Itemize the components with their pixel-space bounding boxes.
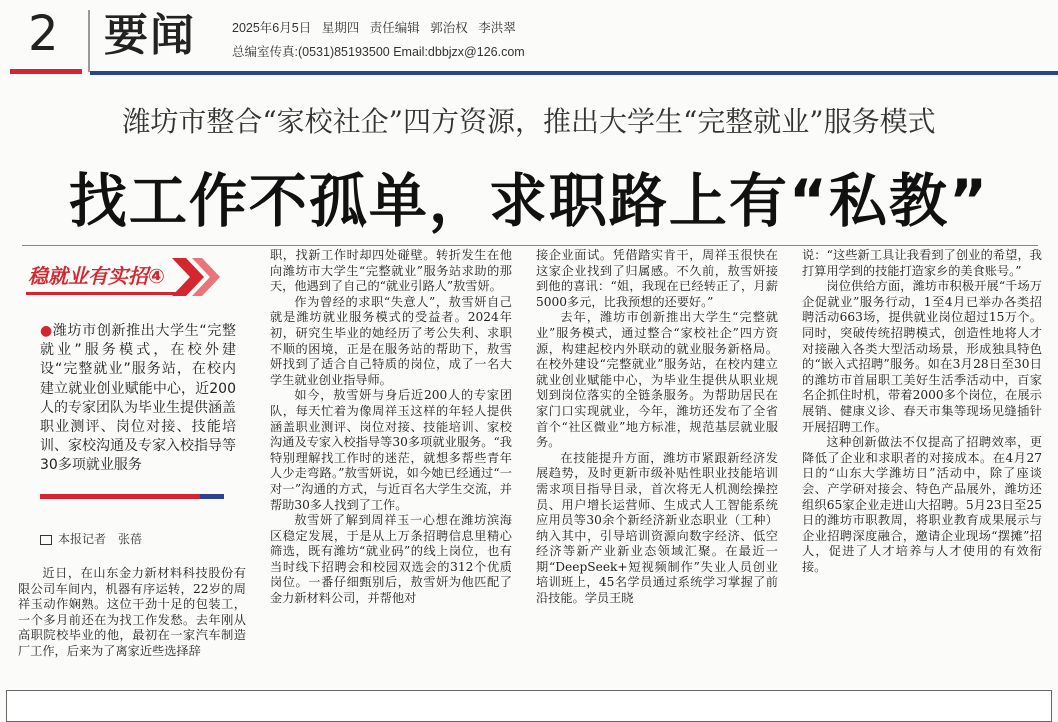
badge-underline: [26, 292, 176, 295]
series-badge: 稳就业有实招④: [28, 264, 165, 288]
bullet-icon: ●: [40, 323, 53, 339]
paragraph: 说：“这些新工具让我看到了创业的希望，我打算用学到的技能打造家乡的美食账号。”: [802, 248, 1042, 278]
paragraph: 在技能提升方面，潍坊市紧跟新经济发展趋势，及时更新市级补贴性职业技能培训需求项目指导目录，首次将无人机测绘操控员、用户增长运营师、生成式人工智能系统应用员等30余个新经济新业态职业（工种）纳入其中，引导培训资源向数字经济、低空经济等新产业新业态领域汇聚。在最近一期“DeepSeek+短视频制作”失业人员创业培训班上，45名学员通过系统学习掌握了前沿技能。学员王晓: [536, 450, 778, 606]
article-column: [270, 248, 512, 607]
issue-date: 2025年6月5日: [232, 21, 312, 35]
issue-info: [232, 18, 516, 36]
box-icon: [40, 535, 52, 545]
byline: [40, 530, 142, 547]
paragraph: 岗位供给方面，潍坊市积极开展“千场万企促就业”服务行动，1至4月已举办各类招聘活动663场，提供就业岗位超过15万个。同时，突破传统招聘模式，创造性地将人才对接融入各类大型活动场景，形成独具特色的“嵌入式招聘”服务。如在3月28日至30日的潍坊市首届职工美好生活季活动中，百家名企抓住时机，带着2000多个岗位，在展示展销、健康义诊、春天市集等现场见缝插针开展招聘工作。: [802, 279, 1042, 434]
editor-name: 郭治权: [430, 21, 468, 35]
article-column: [18, 566, 246, 660]
header-divider: [88, 10, 90, 72]
contact-info: 总编室传真:(0531)85193500 Email:dbbjzx@126.com: [232, 45, 525, 59]
byline-text: 本报记者 张蓓: [58, 532, 143, 546]
summary-rule: [40, 494, 200, 499]
header-rule: [90, 71, 1058, 75]
paragraph: 如今，敖雪妍与身后近200人的专家团队，每天忙着为像周祥玉这样的年轻人提供涵盖职业测评、岗位对接、技能培训、家校沟通及专家入校指导等30多项就业服务。“我特别理解找工作时的迷茫，就想多帮些青年人少走弯路。”敖雪妍说，如今她已经通过“一对一”沟通的方式，与近百名大学生交流，并帮助30多人找到了工作。: [270, 388, 512, 512]
paragraph: 职，找新工作时却四处碰壁。转折发生在他向潍坊市大学生“完整就业”服务站求助的那天，他遇到了自己的“就业引路人”敖雪妍。: [270, 248, 512, 294]
paragraph: 这种创新做法不仅提高了招聘效率，更降低了企业和求职者的对接成本。在4月27日的“山东大学潍坊日”活动中，除了座谈会、产学研对接会、特色产品展外，潍坊还组织65家企业走进山大招聘。5月23日至25日的潍坊市职教周，将职业教育成果展示与企业招聘深度融合，邀请企业现场“摆摊”招人，促进了人才培养与人才使用的有效衔接。: [802, 435, 1042, 574]
paragraph: 敖雪妍了解到周祥玉一心想在潍坊滨海区稳定发展，于是从上万条招聘信息里精心筛选，既有潍坊“就业码”的线上岗位，也有当时线下招聘会和校园双选会的312个优质岗位。一番仔细甄别后，敖雪妍为他匹配了金力新材料公司，并帮他对: [270, 513, 512, 606]
next-article-frame: [6, 690, 1052, 722]
paragraph: 接企业面试。凭借踏实肯干，周祥玉很快在这家企业找到了归属感。不久前，敖雪妍接到他的喜讯：“姐，我现在已经转正了，月薪5000多元，比我预想的还要好。”: [536, 248, 778, 309]
page-number-underline: [10, 69, 82, 74]
section-title: 要闻: [104, 10, 196, 61]
paragraph: 近日，在山东金力新材料科技股份有限公司车间内，机器有序运转，22岁的周祥玉动作娴熟。这位干劲十足的包装工，一个多月前还在为找工作发愁。去年刚从高职院校毕业的他，最初在一家汽车制造厂工作，后来为了离家近些选择辞: [18, 566, 246, 658]
paragraph: 去年，潍坊市创新推出大学生“完整就业”服务模式，通过整合“家校社企”四方资源，构建起校内外联动的就业服务新格局。在校外建设“完整就业”服务站，在校内建立就业创业赋能中心，为毕业生提供从职业规划到岗位落实的全链条服务。为帮助居民在家门口实现就业，今年，潍坊还发布了全省首个“社区微业”地方标准，规范基层就业服务。: [536, 310, 778, 450]
headline: 找工作不孤单，求职路上有“私教”: [68, 167, 990, 235]
subheadline: 潍坊市整合“家校社企”四方资源，推出大学生“完整就业”服务模式: [122, 105, 936, 138]
article-column: [802, 248, 1042, 575]
article-summary: [40, 322, 236, 476]
article-column: [536, 248, 778, 607]
issue-weekday: 星期四: [321, 21, 360, 35]
editor-name: 李洪翠: [478, 21, 516, 35]
summary-text: 潍坊市创新推出大学生“完整就业”服务模式，在校外建设“完整就业”服务站，在校内建立就业创业赋能中心，近200人的专家团队为毕业生提供涵盖职业测评、岗位对接、技能培训、家校沟通及专家入校指导等30多项就业服务: [40, 323, 236, 474]
headline-rule: [22, 245, 1038, 246]
editors-label: 责任编辑: [369, 21, 420, 35]
summary-rule-accent: [200, 494, 224, 499]
paragraph: 作为曾经的求职“失意人”，敖雪妍自己就是潍坊就业服务模式的受益者。2024年初，研究生毕业的她经历了考公失利、求职不顺的困境，正是在服务站的帮助下，敖雪妍找到了适合自己特质的岗位，成了一名大学生就业创业指导师。: [270, 294, 512, 387]
page-number: 2: [28, 6, 59, 62]
